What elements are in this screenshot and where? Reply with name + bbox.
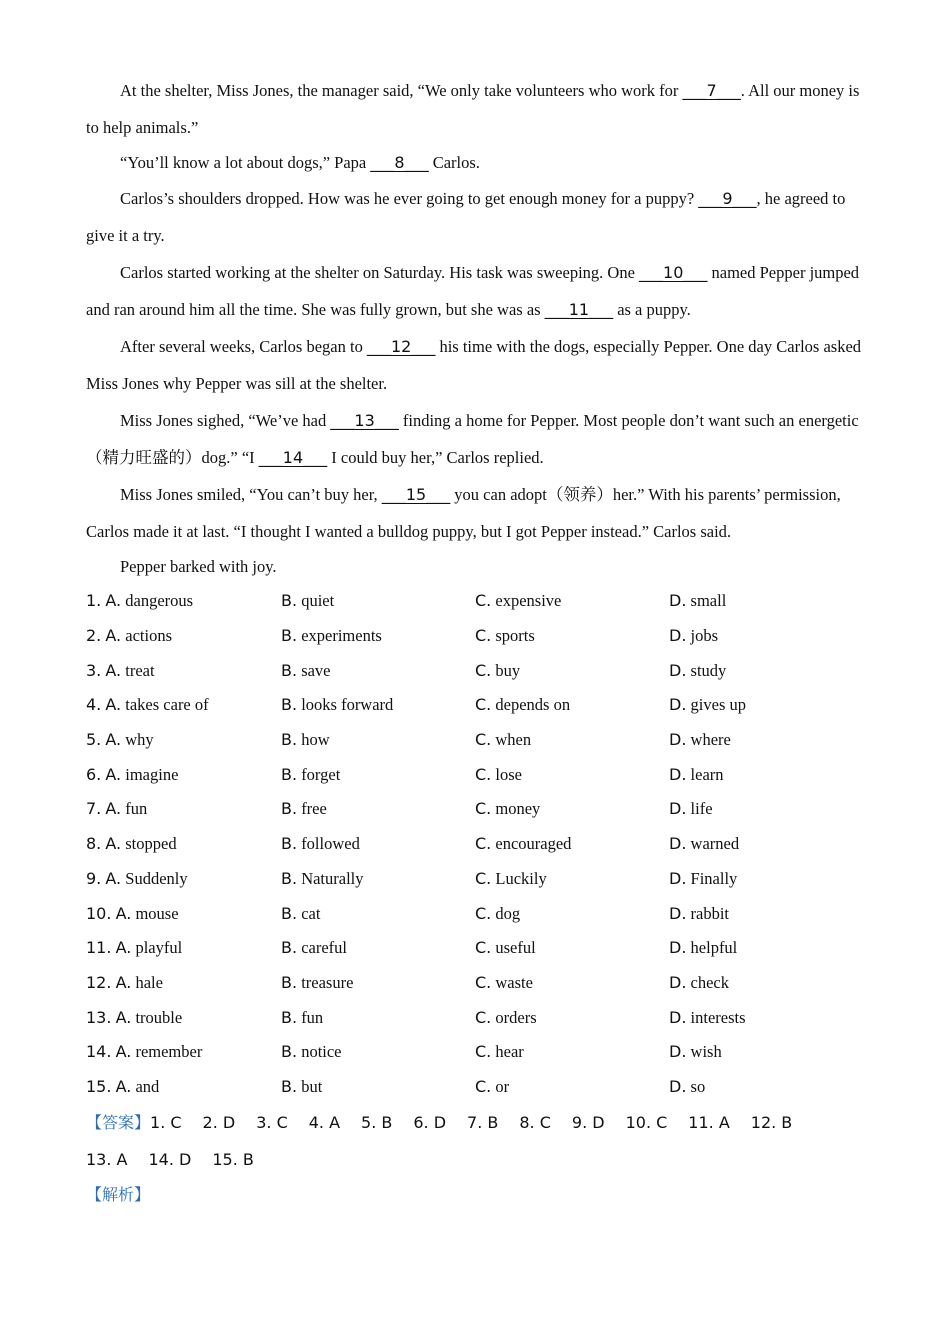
answer-item: 15. B: [212, 1150, 254, 1170]
option-text: stopped: [125, 834, 177, 854]
option-letter: B.: [281, 938, 298, 958]
option-a: [86, 799, 281, 819]
question-number: 12.: [86, 972, 112, 992]
blank-7: ___7___: [682, 81, 741, 100]
answer-item: 11. A: [688, 1113, 730, 1133]
option-row: [86, 653, 866, 688]
answer-item: 4. A: [308, 1113, 341, 1133]
option-text: save: [301, 660, 331, 680]
option-text: trouble: [135, 1007, 183, 1027]
option-text: careful: [301, 938, 347, 958]
question-number: 2.: [86, 626, 102, 646]
option-b: [281, 834, 475, 854]
option-letter: C.: [475, 834, 492, 854]
blank-10: ___10___: [639, 263, 708, 282]
option-row: [86, 584, 866, 619]
option-letter: A.: [115, 1042, 132, 1062]
text: After several weeks, Carlos began to: [120, 337, 367, 356]
option-text: buy: [495, 660, 521, 680]
answer-item: 3. C: [256, 1113, 288, 1133]
option-letter: A.: [115, 903, 132, 923]
document-page: [86, 72, 866, 1212]
option-b: [281, 904, 475, 924]
option-row: [86, 1070, 866, 1105]
passage-paragraph-6: [86, 402, 866, 476]
option-letter: A.: [105, 591, 122, 611]
option-d: [669, 869, 863, 889]
blank-8: ___8___: [370, 153, 429, 172]
option-text: life: [690, 799, 713, 819]
text: as a puppy.: [613, 300, 691, 319]
option-letter: D.: [669, 868, 687, 888]
option-text: Luckily: [495, 868, 547, 888]
passage-paragraph-1: [86, 72, 866, 146]
option-c: [475, 869, 669, 889]
blank-12: ___12___: [366, 337, 436, 356]
passage-paragraph-5: [86, 328, 866, 402]
option-row: [86, 1000, 866, 1035]
option-text: fun: [125, 799, 148, 819]
text: . All our money is to help animals.”: [86, 81, 860, 137]
option-c: [475, 799, 669, 819]
option-text: fun: [301, 1007, 324, 1027]
option-a: [86, 834, 281, 854]
option-letter: B.: [281, 1076, 298, 1096]
option-d: [669, 695, 863, 715]
option-b: [281, 1077, 475, 1097]
option-c: [475, 1077, 669, 1097]
option-letter: A.: [105, 730, 122, 750]
option-a: [86, 730, 281, 750]
option-c: [475, 1042, 669, 1062]
option-b: [281, 661, 475, 681]
text: “You’ll know a lot about dogs,” Papa: [120, 153, 371, 172]
question-number: 5.: [86, 730, 102, 750]
option-d: [669, 799, 863, 819]
option-letter: B.: [281, 591, 298, 611]
option-text: learn: [690, 764, 724, 784]
option-d: [669, 591, 863, 611]
option-text: sports: [495, 626, 535, 646]
question-number: 8.: [86, 834, 102, 854]
question-number: 13.: [86, 1007, 112, 1027]
option-letter: C.: [475, 1076, 492, 1096]
option-text: how: [301, 730, 330, 750]
option-letter: C.: [475, 1007, 492, 1027]
option-letter: B.: [281, 834, 298, 854]
option-d: [669, 1042, 863, 1062]
option-b: [281, 1042, 475, 1062]
option-a: [86, 661, 281, 681]
blank-9: ___9___: [698, 189, 757, 208]
option-letter: A.: [105, 834, 122, 854]
option-letter: D.: [669, 660, 687, 680]
option-a: [86, 869, 281, 889]
question-number: 11.: [86, 938, 112, 958]
option-letter: A.: [105, 660, 122, 680]
passage-paragraph-4: [86, 254, 866, 328]
option-letter: D.: [669, 695, 687, 715]
option-text: Naturally: [301, 868, 364, 888]
option-text: Finally: [690, 868, 738, 888]
option-c: [475, 834, 669, 854]
option-letter: B.: [281, 626, 298, 646]
question-number: 9.: [86, 868, 102, 888]
question-number: 1.: [86, 591, 102, 611]
option-text: and: [135, 1076, 160, 1096]
option-c: [475, 1008, 669, 1028]
option-row: [86, 619, 866, 654]
option-text: rabbit: [690, 903, 730, 923]
option-text: money: [495, 799, 541, 819]
option-a: [86, 695, 281, 715]
option-letter: B.: [281, 695, 298, 715]
option-text: actions: [125, 626, 173, 646]
option-b: [281, 973, 475, 993]
answer-item: 13. A: [86, 1150, 128, 1170]
option-letter: B.: [281, 764, 298, 784]
option-row: [86, 792, 866, 827]
option-d: [669, 904, 863, 924]
option-letter: D.: [669, 799, 687, 819]
option-letter: A.: [115, 1076, 132, 1096]
analysis-tag: 【解析】: [86, 1185, 151, 1205]
option-d: [669, 730, 863, 750]
option-text: waste: [495, 972, 533, 992]
text: Carlos’s shoulders dropped. How was he ever going to get enough money for a puppy?: [120, 189, 699, 208]
passage-paragraph-2: [86, 146, 866, 180]
option-text: wish: [690, 1042, 722, 1062]
option-b: [281, 626, 475, 646]
text: named Pepper jumped and ran around him all the time. She was fully grown, but she was as: [86, 263, 860, 319]
option-b: [281, 730, 475, 750]
text: you can adopt（领养）her.” With his parents’ permission, Carlos made it at last. “I thought I wanted a bulldog puppy, but I got Pepper instead.” Carlos said.: [86, 485, 841, 541]
option-letter: D.: [669, 903, 687, 923]
option-letter: A.: [105, 868, 122, 888]
option-text: useful: [495, 938, 536, 958]
option-text: expensive: [495, 591, 562, 611]
option-letter: A.: [115, 1007, 132, 1027]
option-row: [86, 1035, 866, 1070]
option-c: [475, 904, 669, 924]
option-b: [281, 869, 475, 889]
option-letter: C.: [475, 1042, 492, 1062]
passage-paragraph-7: [86, 476, 866, 550]
option-letter: C.: [475, 938, 492, 958]
answer-item: 2. D: [202, 1113, 236, 1133]
option-text: free: [301, 799, 327, 819]
option-letter: C.: [475, 764, 492, 784]
option-text: why: [125, 730, 154, 750]
option-text: followed: [301, 834, 360, 854]
option-text: looks forward: [301, 695, 394, 715]
option-a: [86, 904, 281, 924]
question-number: 6.: [86, 764, 102, 784]
option-text: when: [495, 730, 532, 750]
option-text: takes care of: [125, 695, 209, 715]
option-c: [475, 730, 669, 750]
option-text: treat: [125, 660, 155, 680]
passage-paragraph-3: [86, 180, 866, 254]
option-letter: C.: [475, 868, 492, 888]
option-a: [86, 1008, 281, 1028]
option-d: [669, 973, 863, 993]
option-letter: D.: [669, 938, 687, 958]
option-a: [86, 938, 281, 958]
answer-item: 6. D: [413, 1113, 447, 1133]
option-letter: B.: [281, 730, 298, 750]
option-d: [669, 626, 863, 646]
blank-13: ___13___: [330, 411, 399, 430]
question-number: 3.: [86, 660, 102, 680]
option-text: but: [301, 1076, 323, 1096]
option-text: lose: [495, 764, 522, 784]
answer-item: 12. B: [750, 1113, 793, 1133]
option-letter: D.: [669, 834, 687, 854]
option-row: [86, 896, 866, 931]
option-text: gives up: [690, 695, 746, 715]
text: , he agreed to give it a try.: [86, 189, 846, 245]
option-letter: A.: [105, 695, 122, 715]
option-letter: A.: [105, 626, 122, 646]
option-b: [281, 1008, 475, 1028]
question-number: 4.: [86, 695, 102, 715]
option-d: [669, 834, 863, 854]
option-row: [86, 723, 866, 758]
option-b: [281, 695, 475, 715]
option-letter: C.: [475, 626, 492, 646]
option-text: helpful: [690, 938, 738, 958]
blank-11: ___11___: [544, 300, 614, 319]
text: Miss Jones sighed, “We’ve had: [120, 411, 331, 430]
option-text: interests: [690, 1007, 746, 1027]
option-c: [475, 938, 669, 958]
answer-item: 1. C: [150, 1113, 182, 1133]
option-text: check: [690, 972, 730, 992]
option-a: [86, 973, 281, 993]
option-letter: D.: [669, 1076, 687, 1096]
option-letter: B.: [281, 1042, 298, 1062]
text: At the shelter, Miss Jones, the manager said, “We only take volunteers who work for: [120, 81, 683, 100]
option-text: Suddenly: [125, 868, 188, 888]
option-d: [669, 1077, 863, 1097]
option-text: so: [690, 1076, 706, 1096]
option-text: dangerous: [125, 591, 194, 611]
option-letter: C.: [475, 730, 492, 750]
option-text: where: [690, 730, 731, 750]
option-text: mouse: [135, 903, 179, 923]
option-c: [475, 695, 669, 715]
option-letter: D.: [669, 591, 687, 611]
option-b: [281, 765, 475, 785]
option-letter: D.: [669, 626, 687, 646]
option-text: depends on: [495, 695, 571, 715]
passage-paragraph-8: Pepper barked with joy.: [120, 557, 277, 576]
option-row: [86, 862, 866, 897]
option-letter: B.: [281, 799, 298, 819]
option-d: [669, 765, 863, 785]
question-number: 10.: [86, 903, 112, 923]
option-c: [475, 973, 669, 993]
option-text: playful: [135, 938, 183, 958]
option-text: hear: [495, 1042, 524, 1062]
text: I could buy her,” Carlos replied.: [327, 448, 544, 467]
options-list: [86, 584, 866, 1104]
text: his time with the dogs, especially Pepper. One day Carlos asked Miss Jones why Pepper was sill at the shelter.: [86, 337, 862, 393]
option-text: small: [690, 591, 727, 611]
option-a: [86, 1077, 281, 1097]
option-letter: A.: [105, 799, 122, 819]
answer-section: [86, 1104, 866, 1178]
option-letter: B.: [281, 903, 298, 923]
blank-15: ___15___: [381, 485, 451, 504]
option-letter: B.: [281, 1007, 298, 1027]
option-text: warned: [690, 834, 740, 854]
option-text: notice: [301, 1042, 342, 1062]
question-number: 14.: [86, 1042, 112, 1062]
option-letter: D.: [669, 1007, 687, 1027]
option-text: imagine: [125, 764, 179, 784]
answer-item: 9. D: [571, 1113, 605, 1133]
option-row: [86, 966, 866, 1001]
option-a: [86, 591, 281, 611]
option-letter: D.: [669, 1042, 687, 1062]
option-text: forget: [301, 764, 341, 784]
answer-item: 7. B: [467, 1113, 499, 1133]
option-letter: C.: [475, 695, 492, 715]
option-text: orders: [495, 1007, 537, 1027]
option-text: dog: [495, 903, 521, 923]
option-d: [669, 1008, 863, 1028]
option-row: [86, 757, 866, 792]
blank-14: ___14___: [258, 448, 328, 467]
option-b: [281, 591, 475, 611]
option-c: [475, 765, 669, 785]
option-c: [475, 661, 669, 681]
option-letter: C.: [475, 972, 492, 992]
option-letter: A.: [115, 938, 132, 958]
option-b: [281, 938, 475, 958]
text: Miss Jones smiled, “You can’t buy her,: [120, 485, 382, 504]
option-text: study: [690, 660, 727, 680]
option-row: [86, 827, 866, 862]
text: Carlos.: [428, 153, 480, 172]
answer-item: 10. C: [625, 1113, 668, 1133]
option-letter: B.: [281, 868, 298, 888]
option-text: treasure: [301, 972, 354, 992]
option-text: or: [495, 1076, 510, 1096]
option-letter: C.: [475, 799, 492, 819]
option-letter: D.: [669, 972, 687, 992]
option-text: cat: [301, 903, 321, 923]
answer-items: [86, 1113, 813, 1169]
option-d: [669, 661, 863, 681]
text: finding a home for Pepper. Most people don’t want such an energetic（精力旺盛的）dog.” “I: [86, 411, 859, 467]
question-number: 15.: [86, 1076, 112, 1096]
answer-item: 8. C: [519, 1113, 551, 1133]
option-letter: B.: [281, 972, 298, 992]
option-letter: C.: [475, 903, 492, 923]
option-text: experiments: [301, 626, 382, 646]
question-number: 7.: [86, 799, 102, 819]
answer-item: 5. B: [361, 1113, 393, 1133]
option-row: [86, 688, 866, 723]
option-d: [669, 938, 863, 958]
option-letter: C.: [475, 591, 492, 611]
option-b: [281, 799, 475, 819]
option-text: encouraged: [495, 834, 572, 854]
answer-item: 14. D: [148, 1150, 192, 1170]
option-a: [86, 765, 281, 785]
option-letter: B.: [281, 660, 298, 680]
option-text: hale: [135, 972, 163, 992]
option-letter: A.: [115, 972, 132, 992]
option-c: [475, 591, 669, 611]
option-text: jobs: [690, 626, 719, 646]
option-a: [86, 1042, 281, 1062]
option-c: [475, 626, 669, 646]
option-text: remember: [135, 1042, 203, 1062]
option-letter: D.: [669, 764, 687, 784]
option-row: [86, 931, 866, 966]
option-letter: C.: [475, 660, 492, 680]
option-text: quiet: [301, 591, 335, 611]
option-a: [86, 626, 281, 646]
option-letter: A.: [105, 764, 122, 784]
text: Carlos started working at the shelter on Saturday. His task was sweeping. One: [120, 263, 640, 282]
option-letter: D.: [669, 730, 687, 750]
answer-tag: 【答案】: [86, 1113, 151, 1133]
